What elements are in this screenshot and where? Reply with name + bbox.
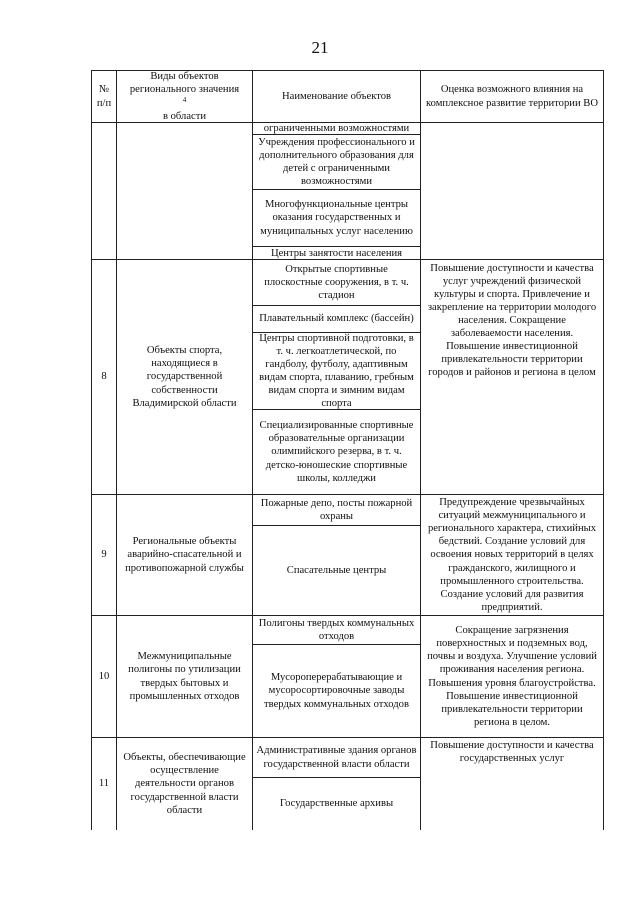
row-11-object-type: Объекты, обеспечивающие осуществление деятельности органов государственной власти области [123,752,246,816]
row-10-object-type: Межмуниципальные полигоны по утилизации твердых бытовых и промышленных отходов [128,651,241,702]
row-8-object-2: Плавательный комплекс (бассейн) [259,313,414,325]
row-8-number: 8 [101,371,107,383]
row-11-object-1: Административные здания органов государственной власти области [256,745,417,770]
continued-object-2: Учреждения профессионального и дополнительного образования для детей с ограниченными возможностями [258,136,415,188]
header-object-type-text: Виды объектов регионального значения [129,70,240,95]
header-impact: Оценка возможного влияния на комплексное развитие территории ВО [426,84,598,109]
row-9-object-type: Региональные объекты аварийно-спасательной и противопожарной службы [125,536,244,574]
continued-object-3: Многофункциональные центры оказания государственных и муниципальных услуг населению [260,199,413,237]
footnote-marker: 4 [182,95,187,104]
row-9-object-1: Пожарные депо, посты пожарной охраны [260,497,413,522]
row-8-object-4: Специализированные спортивные образовательные организации олимпийского резерва, в т. ч. детско-юношеские спортивные школы, колледжи [259,420,414,484]
row-11-impact: Повышение доступности и качества государственных услуг [430,740,594,765]
row-10-number: 10 [98,670,110,682]
row-11-object-2: Государственные архивы [279,798,394,810]
row-8-object-3: Центры спортивной подготовки, в т. ч. легкоатлетической, по гандболу, футболу, адаптивным видам спорта, плаванию, гребным видам спорта и зимним видам спорта [259,332,414,410]
continued-object-1: ограниченными возможностями [263,123,410,134]
header-object-names: Наименование объектов [281,90,392,102]
row-8-object-1: Открытые спортивные плоскостные сооружения, в т. ч. стадион [264,263,409,301]
row-8-impact: Повышение доступности и качества услуг учреждений физической культуры и спорта. Привлечение и закрепление на территории молодого населения. Сокращение заболеваемости населения. Повышение инвестиционной привлекательности территории городов и районов и региона в целом [427,263,597,379]
row-9-object-2: Спасательные центры [286,564,387,576]
row-8-object-type: Объекты спорта, находящиеся в государственной собственности Владимирской области [132,345,237,409]
row-11-number: 11 [98,778,110,790]
page-number: 21 [311,38,329,57]
row-9-number: 9 [101,549,107,561]
row-9-impact: Предупреждение чрезвычайных ситуаций межмуниципального и регионального характера, стихийных бедствий. Создание условий для освоения новых территорий в целях гражданского, жилищного и промышленного строительства. Создание условий для развития предприятий. [427,497,597,613]
header-number: № п/п [96,84,112,109]
row-10-object-2: Мусороперерабатывающие и мусоросортировочные заводы твердых коммунальных отходов [264,672,409,710]
header-object-type [117,71,252,122]
header-object-type-suffix: в области [162,111,207,123]
row-10-impact: Сокращение загрязнения поверхностных и подземных вод, почвы и воздуха. Улучшение условий проживания населения региона. Повышения уровня благоустройства. Повышение инвестиционной привлекательности территории региона в целом. [427,625,597,728]
row-10-object-1: Полигоны твердых коммунальных отходов [258,617,415,642]
continued-object-4: Центры занятости населения [270,247,403,259]
